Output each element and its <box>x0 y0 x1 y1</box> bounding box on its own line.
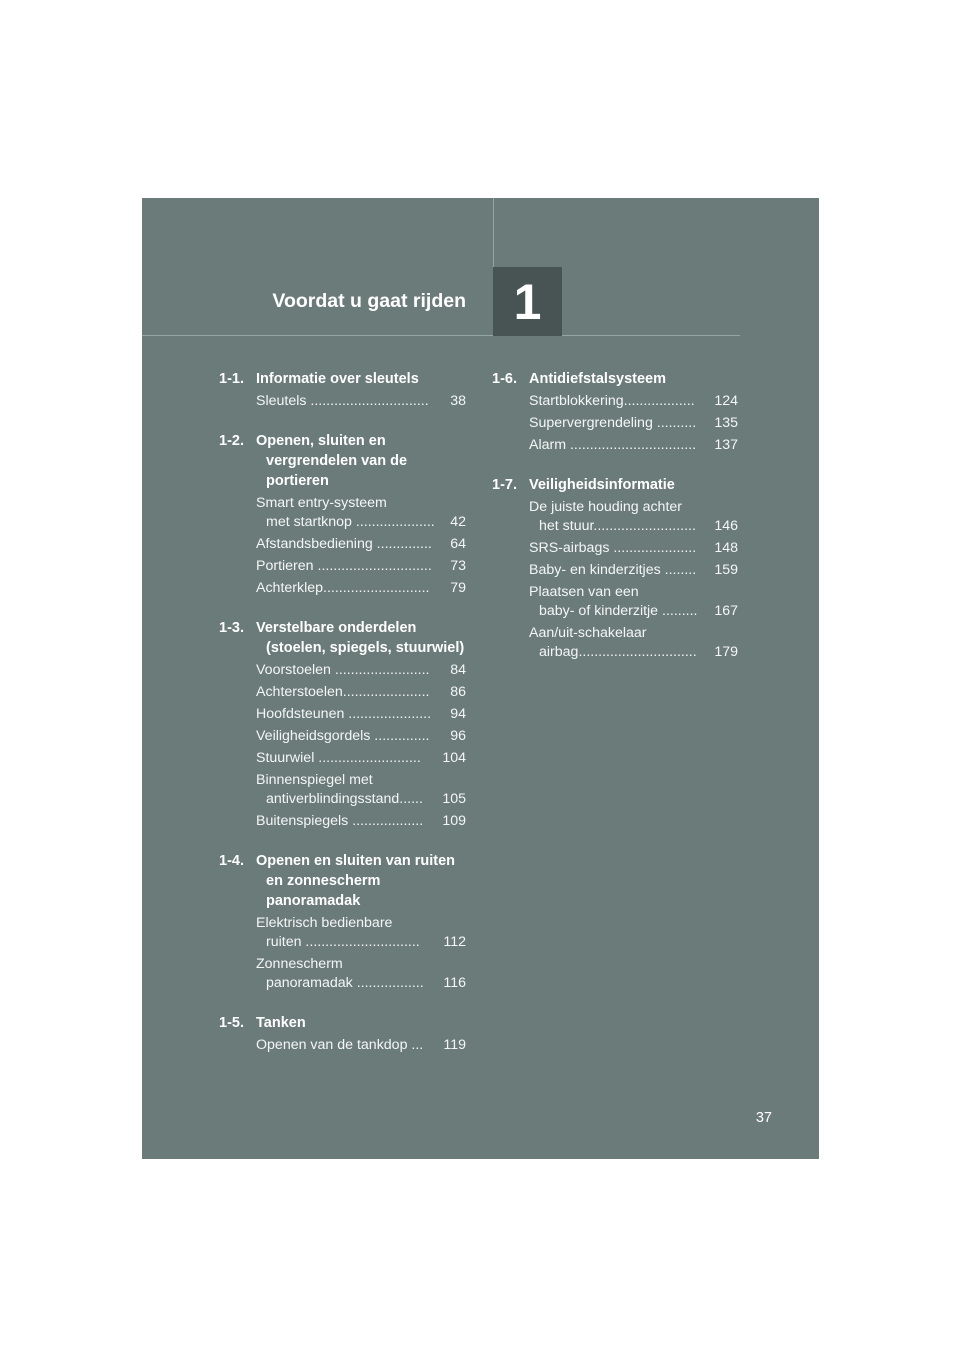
section-heading[interactable] <box>219 1013 466 1033</box>
toc-section <box>492 475 738 662</box>
toc-entry[interactable] <box>219 579 466 598</box>
toc-entry-label: Achterstoelen...................... <box>256 684 430 700</box>
toc-entry[interactable] <box>219 1036 466 1055</box>
toc-entry-page: 148 <box>714 540 738 556</box>
toc-entry-label: Elektrisch bedienbare ruiten ............................. <box>256 915 420 950</box>
toc-entry[interactable] <box>219 812 466 831</box>
toc-entry-page: 94 <box>450 706 466 722</box>
toc-section <box>219 618 466 831</box>
toc-entry[interactable] <box>492 561 738 580</box>
toc-entry-label: Achterklep........................... <box>256 580 430 596</box>
toc-entry-page: 167 <box>714 603 738 619</box>
toc-entry[interactable] <box>219 535 466 554</box>
toc-entry-label: Hoofdsteunen ..................... <box>256 706 432 722</box>
toc-entry-page: 96 <box>450 728 466 744</box>
page-number: 37 <box>755 1110 772 1126</box>
toc-entry-label: SRS-airbags ..................... <box>529 540 697 556</box>
toc-entry[interactable] <box>492 583 738 621</box>
section-title: Openen, sluiten en vergrendelen van de portieren <box>256 433 408 489</box>
toc-section <box>219 369 466 411</box>
toc-entry[interactable] <box>492 498 738 536</box>
toc-entry-label: Zonnescherm panoramadak ................. <box>256 956 424 991</box>
toc-entry[interactable] <box>219 557 466 576</box>
toc-entry[interactable] <box>219 392 466 411</box>
toc-entry[interactable] <box>219 705 466 724</box>
section-number: 1-6. <box>492 371 517 387</box>
toc-entry-label: Openen van de tankdop ... <box>256 1037 424 1053</box>
toc-entry-page: 64 <box>450 536 466 552</box>
section-title: Veiligheidsinformatie <box>529 477 675 493</box>
section-heading[interactable] <box>219 369 466 389</box>
toc-entry[interactable] <box>492 392 738 411</box>
chapter-number: 1 <box>513 273 542 330</box>
toc-entry[interactable] <box>219 955 466 993</box>
chapter-title: Voordat u gaat rijden <box>272 290 466 312</box>
toc-column-left <box>219 369 466 1075</box>
toc-entry-page: 42 <box>450 514 466 530</box>
toc-entry[interactable] <box>219 914 466 952</box>
chapter-number-box <box>493 267 562 336</box>
toc-entry[interactable] <box>219 683 466 702</box>
toc-entry-label: Alarm ................................ <box>529 437 697 453</box>
section-title: Antidiefstalsysteem <box>529 371 666 387</box>
section-title: Informatie over sleutels <box>256 371 419 387</box>
toc-entry[interactable] <box>492 624 738 662</box>
toc-entry-label: Portieren ............................. <box>256 558 432 574</box>
toc-entry[interactable] <box>492 436 738 455</box>
toc-entry-page: 84 <box>450 662 466 678</box>
toc-entry-label: Binnenspiegel met antiverblindingsstand...... <box>256 772 423 807</box>
toc-entry[interactable] <box>219 727 466 746</box>
section-heading[interactable] <box>219 431 466 491</box>
section-number: 1-2. <box>219 433 244 449</box>
toc-entry-page: 104 <box>442 750 466 766</box>
toc-section <box>219 851 466 993</box>
toc-column-right <box>492 369 738 682</box>
section-number: 1-4. <box>219 853 244 869</box>
section-number: 1-7. <box>492 477 517 493</box>
section-number: 1-5. <box>219 1015 244 1031</box>
toc-entry-label: Supervergrendeling .......... <box>529 415 697 431</box>
toc-entry-page: 73 <box>450 558 466 574</box>
toc-entry-page: 112 <box>443 934 466 950</box>
toc-section <box>492 369 738 455</box>
toc-section <box>219 1013 466 1055</box>
toc-entry-page: 135 <box>714 415 738 431</box>
toc-entry-label: Stuurwiel .......................... <box>256 750 421 766</box>
section-title: Verstelbare onderdelen (stoelen, spiegels, stuurwiel) <box>256 620 465 656</box>
toc-entry-page: 159 <box>714 562 738 578</box>
toc-entry[interactable] <box>492 539 738 558</box>
toc-entry-page: 119 <box>443 1037 466 1053</box>
section-number: 1-3. <box>219 620 244 636</box>
toc-entry-label: Sleutels .............................. <box>256 393 429 409</box>
toc-entry-label: Veiligheidsgordels .............. <box>256 728 430 744</box>
toc-entry[interactable] <box>219 749 466 768</box>
toc-entry-page: 146 <box>714 518 738 534</box>
toc-entry[interactable] <box>492 414 738 433</box>
toc-entry[interactable] <box>219 494 466 532</box>
toc-entry-label: Buitenspiegels .................. <box>256 813 424 829</box>
toc-entry-page: 79 <box>450 580 466 596</box>
toc-entry[interactable] <box>219 771 466 809</box>
toc-entry-page: 124 <box>714 393 738 409</box>
toc-entry-label: Afstandsbediening .............. <box>256 536 432 552</box>
toc-entry-label: Voorstoelen ........................ <box>256 662 430 678</box>
toc-entry-page: 38 <box>450 393 466 409</box>
divider-horizontal <box>142 335 740 336</box>
section-heading[interactable] <box>492 475 738 495</box>
toc-entry[interactable] <box>219 661 466 680</box>
toc-entry-label: Startblokkering.................. <box>529 393 695 409</box>
toc-entry-page: 105 <box>442 791 466 807</box>
toc-entry-label: Baby- en kinderzitjes ........ <box>529 562 697 578</box>
toc-entry-label: De juiste houding achter het stuur.......................... <box>529 499 696 534</box>
section-heading[interactable] <box>219 618 466 658</box>
toc-entry-label: Smart entry-systeem met startknop .................... <box>256 495 435 530</box>
toc-entry-page: 179 <box>714 644 738 660</box>
section-title: Openen en sluiten van ruiten en zonnescherm panoramadak <box>256 853 456 909</box>
toc-entry-page: 116 <box>443 975 466 991</box>
section-number: 1-1. <box>219 371 244 387</box>
toc-entry-page: 109 <box>442 813 466 829</box>
toc-entry-page: 86 <box>450 684 466 700</box>
section-heading[interactable] <box>492 369 738 389</box>
section-title: Tanken <box>256 1015 306 1031</box>
toc-entry-page: 137 <box>714 437 738 453</box>
toc-section <box>219 431 466 598</box>
toc-entry-label: Plaatsen van een baby- of kinderzitje ......... <box>529 584 698 619</box>
section-heading[interactable] <box>219 851 466 911</box>
toc-entry-label: Aan/uit-schakelaar airbag.............................. <box>529 625 697 660</box>
divider-vertical <box>493 198 494 268</box>
